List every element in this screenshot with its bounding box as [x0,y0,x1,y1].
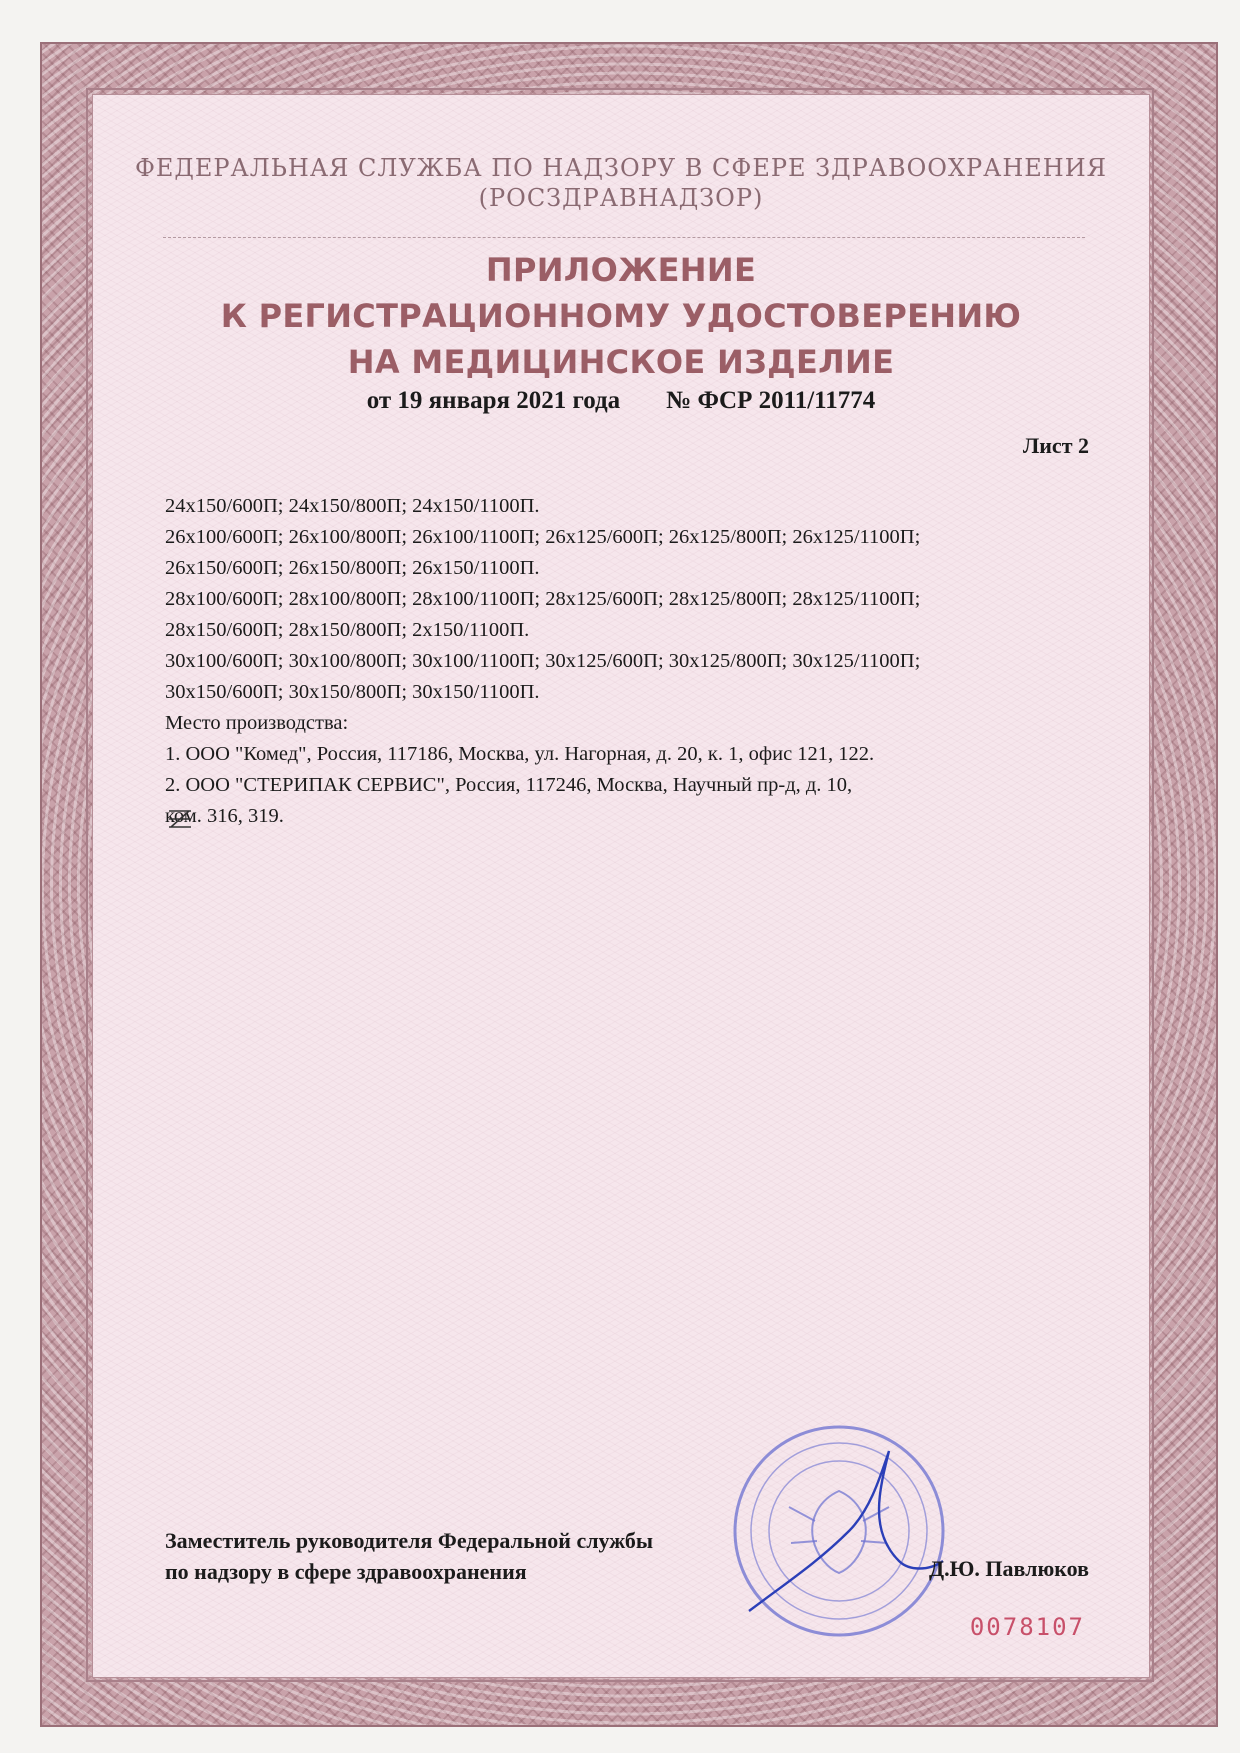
body-line: 26х150/600П; 26х150/800П; 26х150/1100П. [165,557,540,579]
body-line: Место производства: [165,712,349,734]
body-line: ком. 316, 319. [165,805,284,827]
title-line-3: НА МЕДИЦИНСКОЕ ИЗДЕЛИЕ [347,343,895,381]
document-sheet [92,94,1150,1678]
body-line: 2. ООО "СТЕРИПАК СЕРВИС", Россия, 117246, Москва, Научный пр-д, д. 10, [165,774,853,796]
body-line: 28х150/600П; 28х150/800П; 2х150/1100П. [165,619,530,641]
title-line-1: ПРИЛОЖЕНИЕ [485,251,757,289]
serial-number: 0078107 [969,1613,1085,1641]
body-line: 30х150/600П; 30х150/800П; 30х150/1100П. [165,681,540,703]
title-line-2: К РЕГИСТРАЦИОННОМУ УДОСТОВЕРЕНИЮ [220,297,1022,335]
body-line: 1. ООО "Комед", Россия, 117186, Москва, ул. Нагорная, д. 20, к. 1, офис 121, 122. [165,743,875,765]
sheet-number: Лист 2 [1022,433,1089,458]
end-mark-icon [167,807,193,831]
agency-header [93,153,1149,213]
signatory-name: Д.Ю. Павлюков [929,1556,1089,1581]
agency-name: ФЕДЕРАЛЬНАЯ СЛУЖБА ПО НАДЗОРУ В СФЕРЕ ЗДРАВООХРАНЕНИЯ [134,154,1108,182]
document-title [93,247,1149,385]
registration-line [93,387,1149,415]
signatory-title-line-1: Заместитель руководителя Федеральной службы [165,1528,654,1553]
body-line: 28х100/600П; 28х100/800П; 28х100/1100П; 28х125/600П; 28х125/800П; 28х125/1100П; [165,588,921,610]
agency-abbreviation: (РОСЗДРАВНАДЗОР) [478,184,764,212]
body-line: 24х150/600П; 24х150/800П; 24х150/1100П. [165,495,540,517]
header-divider [163,237,1085,238]
signatory-title [165,1525,653,1587]
body-line: 30х100/600П; 30х100/800П; 30х100/1100П; 30х125/600П; 30х125/800П; 30х125/1100П; [165,650,921,672]
body-line: 26х100/600П; 26х100/800П; 26х100/1100П; 26х125/600П; 26х125/800П; 26х125/1100П; [165,526,921,548]
registration-date: от 19 января 2021 года [366,387,621,414]
registration-number: № ФСР 2011/11774 [666,387,876,414]
official-seal-icon [729,1421,949,1641]
document-body [165,491,1095,832]
signatory-title-line-2: по надзору в сфере здравоохранения [165,1559,527,1584]
